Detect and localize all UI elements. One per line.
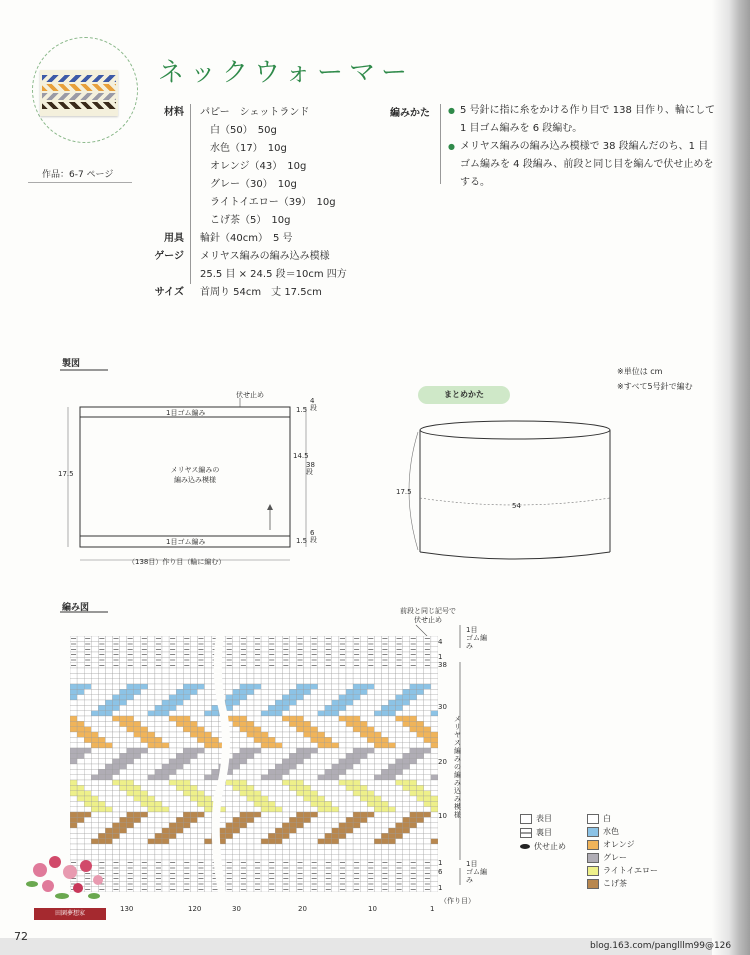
chart-bind-off-note: 前段と同じ記号で 伏せ止め [400,607,456,624]
rows-label: 38段 [306,461,315,476]
logo-text: 田園夢想家 [34,908,106,920]
method-step: ● 5 号針に指に糸をかける作り目で 138 目作り、輪にして 1 目ゴム編みを 6 段編む。 [448,102,716,138]
stitch-number: 130 [120,905,134,913]
note-unit: ※単位は cm [617,367,663,376]
body-label: メリヤス編みの 編み込み模様 [170,466,220,484]
cast-on-label: （138目）作り目（輪に編む） [128,558,226,566]
material-value: オレンジ（43） 10g [210,161,307,172]
stitch-number: 10 [368,905,377,913]
material-key: サイズ [154,287,184,298]
chart-top-rib: 1目 ゴム編み [466,626,487,650]
chart-cast-on: （作り目） [440,897,475,905]
material-value: グレー（30） 10g [210,179,297,190]
row-number: 4 [438,638,443,646]
page-title: ネックウォーマー [158,58,413,88]
legend-text: グレー [603,853,627,862]
rows-label: 4段 [310,397,317,412]
material-value: こげ茶（5） 10g [210,215,291,226]
chart-label: 編み図 [62,603,90,613]
dim-label: 14.5 [293,452,309,460]
row-number: 1 [438,653,443,661]
page-reference: 作品：6-7 ページ [42,170,114,180]
material-key: 材料 [164,107,184,118]
stitch-number: 1 [430,905,435,913]
finishing-label: まとめかた [418,386,510,404]
material-value: パピー シェットランド [200,107,310,118]
material-key: ゲージ [154,251,184,262]
legend-text: ライトイエロー [603,866,659,875]
material-value: メリヤス編みの編み込み模様 [200,251,330,262]
row-number: 6 [438,868,443,876]
chart-bottom-rib: 1目 ゴム編み [466,860,487,884]
note-needle: ※すべて5号針で編む [617,382,693,391]
row-number: 20 [438,758,447,766]
material-value: ライトイエロー（39） 10g [210,197,336,208]
legend-text: こげ茶 [603,879,627,888]
material-key: 用具 [164,233,184,244]
height-label: 17.5 [58,470,74,478]
watermark-url: blog.163.com/panglllm99@126 [590,941,732,951]
top-rib-label: 1目ゴム編み [166,409,206,417]
legend-text: オレンジ [603,840,635,849]
bottom-rib-label: 1目ゴム編み [166,538,206,546]
finishing-circumference: 54 [512,502,521,510]
finishing-height: 17.5 [396,488,412,496]
bind-off-label: 伏せ止め [236,391,264,399]
material-value: 白（50） 50g [210,125,277,136]
material-value: 輪針（40cm） 5 号 [200,233,293,244]
page-number: 72 [14,930,28,943]
row-number: 1 [438,884,443,892]
method-step: ● メリヤス編みの編み込み模様で 38 段編んだのち、1 目ゴム編みを 4 段編み、前段と同じ目を編んで伏せ止めをする。 [448,138,716,192]
stitch-number: 30 [232,905,241,913]
chart-body-label: メリヤス編みの編み込み模様 [454,715,461,819]
dim-label: 1.5 [296,406,308,414]
rows-label: 6段 [310,529,317,544]
material-value: 水色（17） 10g [210,143,287,154]
stitch-number: 20 [298,905,307,913]
row-number: 10 [438,812,447,820]
row-number: 38 [438,661,447,669]
method-label: 編みかた [390,108,430,119]
stitch-number: 120 [188,905,202,913]
row-number: 1 [438,859,443,867]
material-value: 25.5 目 × 24.5 段＝10cm 四方 [200,269,347,280]
diagram-label: 製図 [62,359,81,369]
row-number: 30 [438,703,447,711]
legend-text: 表目 [536,814,552,823]
material-value: 首周り 54cm 丈 17.5cm [200,287,322,298]
legend-text: 白 [603,814,611,823]
legend-text: 水色 [603,827,619,836]
legend-text: 裏目 [536,828,552,837]
legend-text: 伏せ止め [534,842,566,851]
dim-label: 1.5 [296,537,308,545]
